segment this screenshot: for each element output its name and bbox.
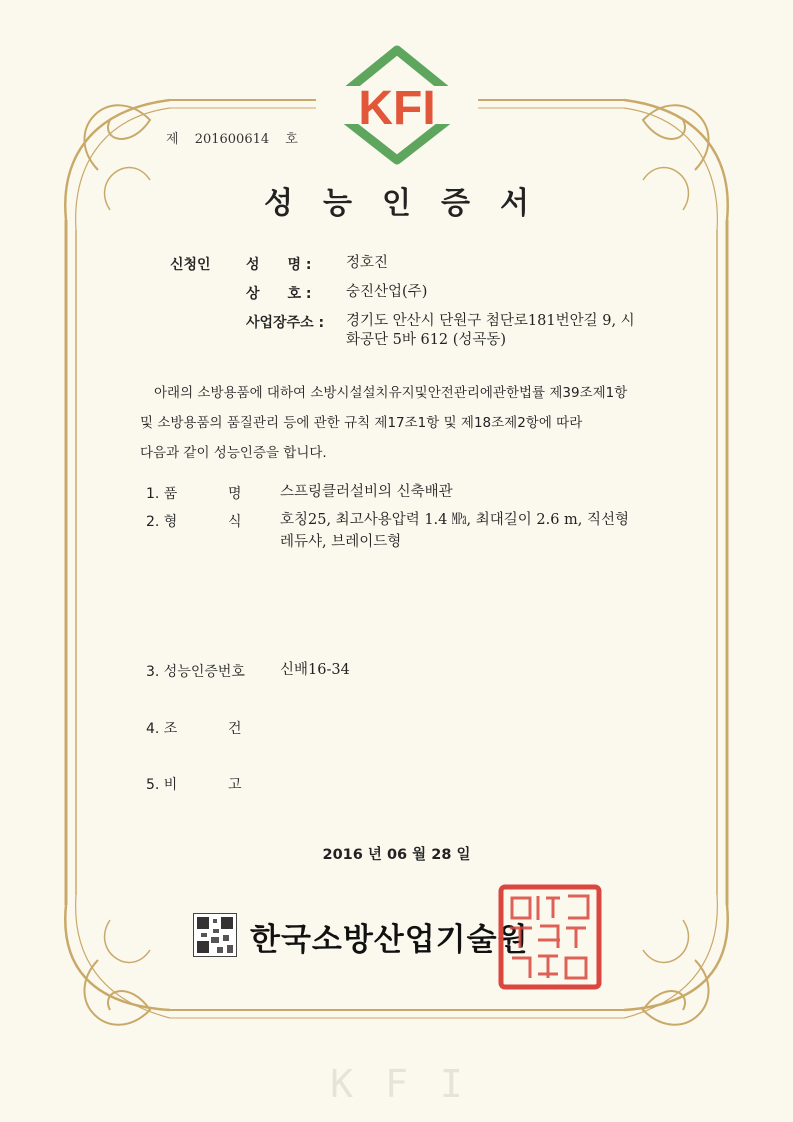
- address-label: 사업장주소 :: [246, 315, 325, 331]
- cert-number-value: 신배16-34: [280, 662, 350, 678]
- company-label: 상 호 :: [246, 286, 312, 302]
- address-line-2: 화공단 5바 612 (성곡동): [346, 332, 507, 348]
- cert-no-value: 201600614: [194, 132, 270, 147]
- model-label: 2. 형: [146, 514, 178, 530]
- cert-number-label: 3. 성능인증번호: [146, 664, 245, 680]
- name-value: 정호진: [346, 255, 389, 271]
- product-label: 1. 품: [146, 486, 178, 502]
- certificate-number: [166, 128, 310, 147]
- model-label-tail: 식: [228, 514, 242, 530]
- applicant-section-label: 신청인: [170, 257, 211, 273]
- issuer-name: 한국소방산업기술원: [250, 922, 529, 958]
- product-value: 스프링클러설비의 신축배관: [280, 484, 453, 500]
- cert-no-prefix: 제: [166, 132, 179, 147]
- page-title: 성능인증서: [264, 186, 559, 221]
- address-line-1: 경기도 안산시 단원구 첨단로181번안길 9, 시: [346, 313, 635, 329]
- issue-date: 2016 년 06 월 28 일: [322, 847, 471, 863]
- company-value: 숭진산업(주): [346, 284, 428, 300]
- official-seal-icon: [498, 884, 602, 990]
- model-line-2: 레듀샤, 브레이드형: [280, 534, 402, 550]
- model-line-1: 호칭25, 최고사용압력 1.4 ㎫, 최대길이 2.6 m, 직선형: [280, 512, 630, 528]
- name-label: 성 명 :: [246, 257, 312, 273]
- condition-label: 4. 조: [146, 721, 178, 737]
- remarks-label: 5. 비: [146, 777, 178, 793]
- statement-line-2: 및 소방용품의 품질관리 등에 관한 규칙 제17조1항 및 제18조제2항에 따라: [140, 415, 583, 431]
- condition-label-tail: 건: [228, 721, 242, 737]
- kfi-logo: [318, 44, 476, 166]
- product-label-tail: 명: [228, 486, 242, 502]
- kfi-logo-text: KFI: [358, 82, 436, 135]
- statement-line-3: 다음과 같이 성능인증을 합니다.: [140, 445, 327, 461]
- qr-code-icon: [193, 913, 237, 957]
- remarks-label-tail: 고: [228, 777, 242, 793]
- kfi-watermark: KFI: [330, 1062, 495, 1106]
- statement-paragraph: [140, 378, 680, 468]
- statement-line-1: 아래의 소방용품에 대하여 소방시설설치유지및안전관리에관한법률 제39조제1항: [154, 385, 628, 401]
- cert-no-suffix: 호: [285, 132, 298, 147]
